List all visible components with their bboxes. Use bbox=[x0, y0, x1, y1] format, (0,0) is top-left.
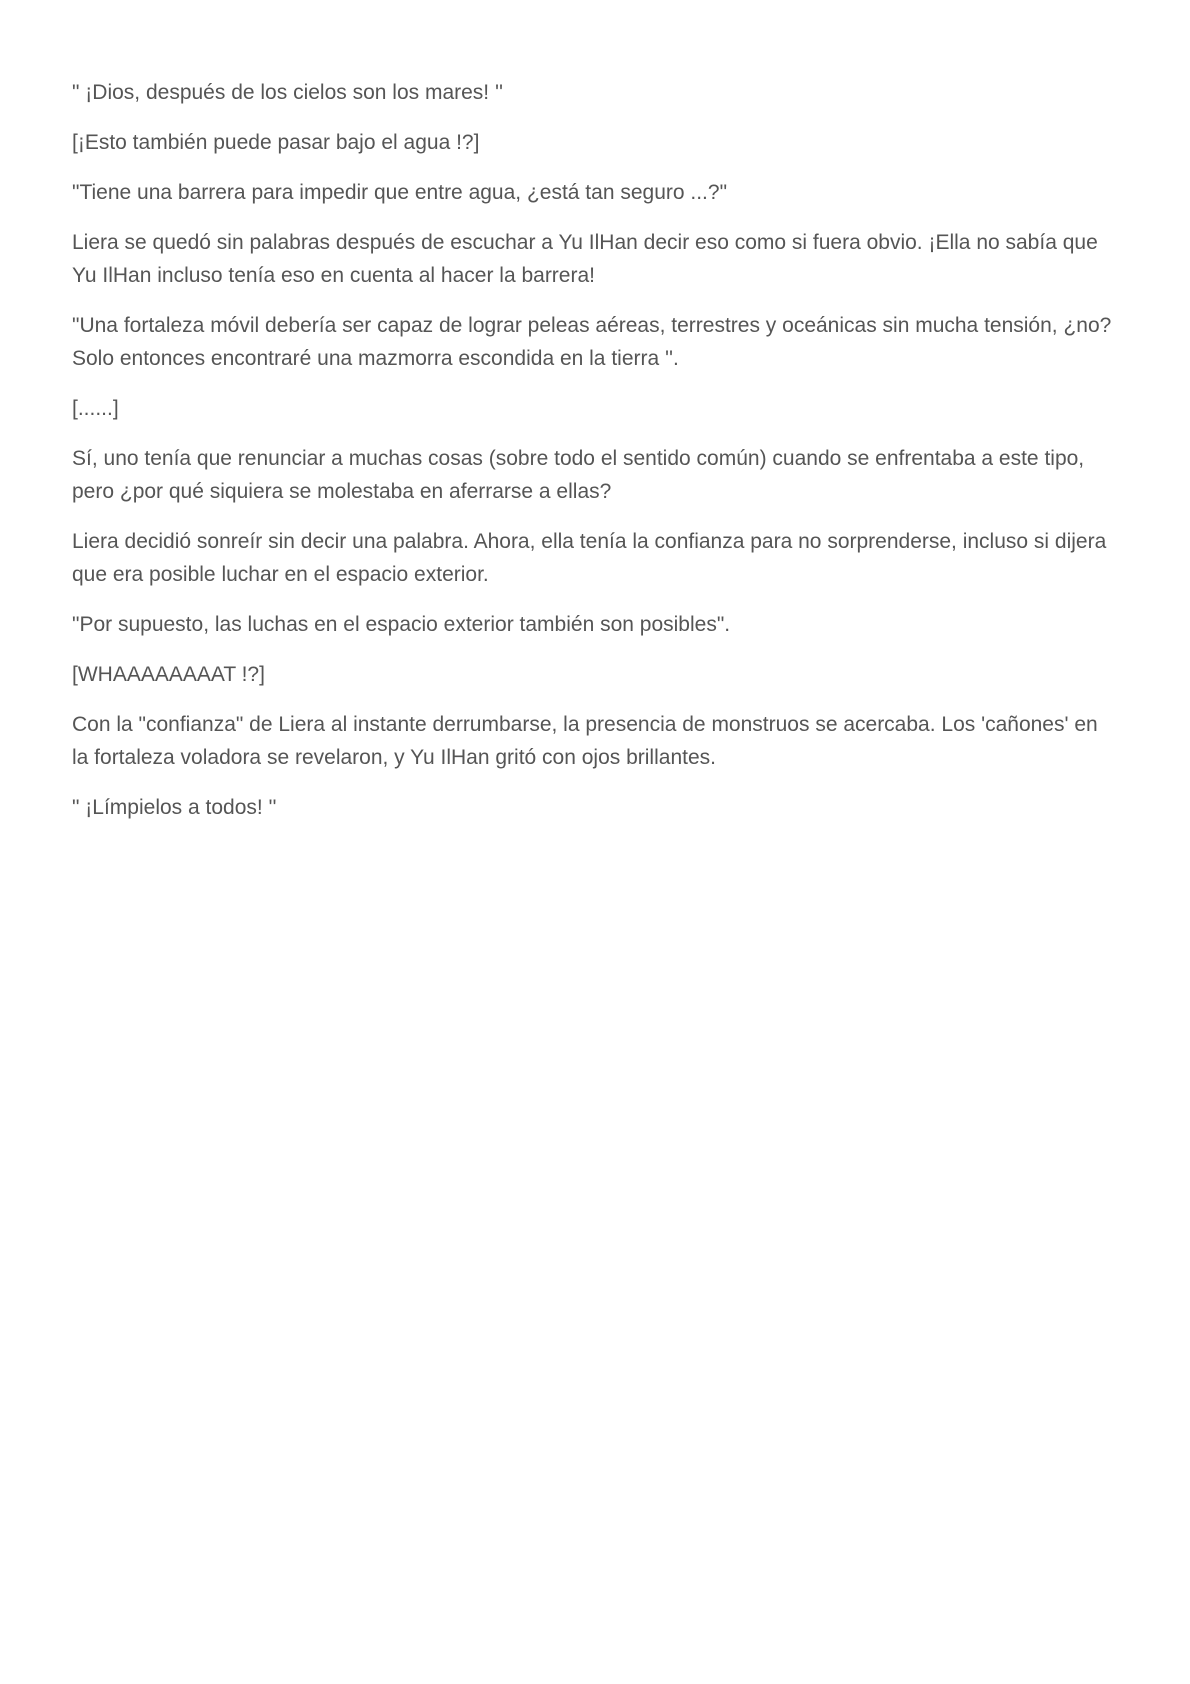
paragraph-7: Sí, uno tenía que renunciar a muchas cosas (sobre todo el sentido común) cuando se enfrentaba a este tipo, pero ¿por qué siquiera se molestaba en aferrarse a ellas? bbox=[72, 447, 1085, 503]
paragraph-6: [......] bbox=[72, 397, 119, 420]
paragraph-4: Liera se quedó sin palabras después de escuchar a Yu IlHan decir eso como si fuera obvio. ¡Ella no sabía que Yu IlHan incluso tenía eso en cuenta al hacer la barrera! bbox=[72, 231, 1098, 287]
paragraph-1: " ¡Dios, después de los cielos son los mares! '' bbox=[72, 81, 503, 104]
paragraph-3: "Tiene una barrera para impedir que entre agua, ¿está tan seguro ...?" bbox=[72, 181, 728, 204]
paragraph-10: [WHAAAAAAAAT !?] bbox=[72, 663, 265, 686]
paragraph-8: Liera decidió sonreír sin decir una palabra. Ahora, ella tenía la confianza para no sorprenderse, incluso si dijera que era posible luchar en el espacio exterior. bbox=[72, 530, 1107, 586]
paragraph-12: " ¡Límpielos a todos! '' bbox=[72, 796, 277, 819]
paragraph-9: "Por supuesto, las luchas en el espacio exterior también son posibles". bbox=[72, 613, 731, 636]
paragraph-11: Con la "confianza" de Liera al instante derrumbarse, la presencia de monstruos se acercaba. Los 'cañones' en la fortaleza voladora se revelaron, y Yu IlHan gritó con ojos brillantes. bbox=[72, 713, 1098, 769]
paragraph-5: "Una fortaleza móvil debería ser capaz de lograr peleas aéreas, terrestres y oceánicas sin mucha tensión, ¿no? Solo entonces encontraré una mazmorra escondida en la tierra ''. bbox=[72, 314, 1112, 370]
paragraph-2: [¡Esto también puede pasar bajo el agua !?] bbox=[72, 131, 480, 154]
document-body bbox=[72, 76, 1112, 841]
